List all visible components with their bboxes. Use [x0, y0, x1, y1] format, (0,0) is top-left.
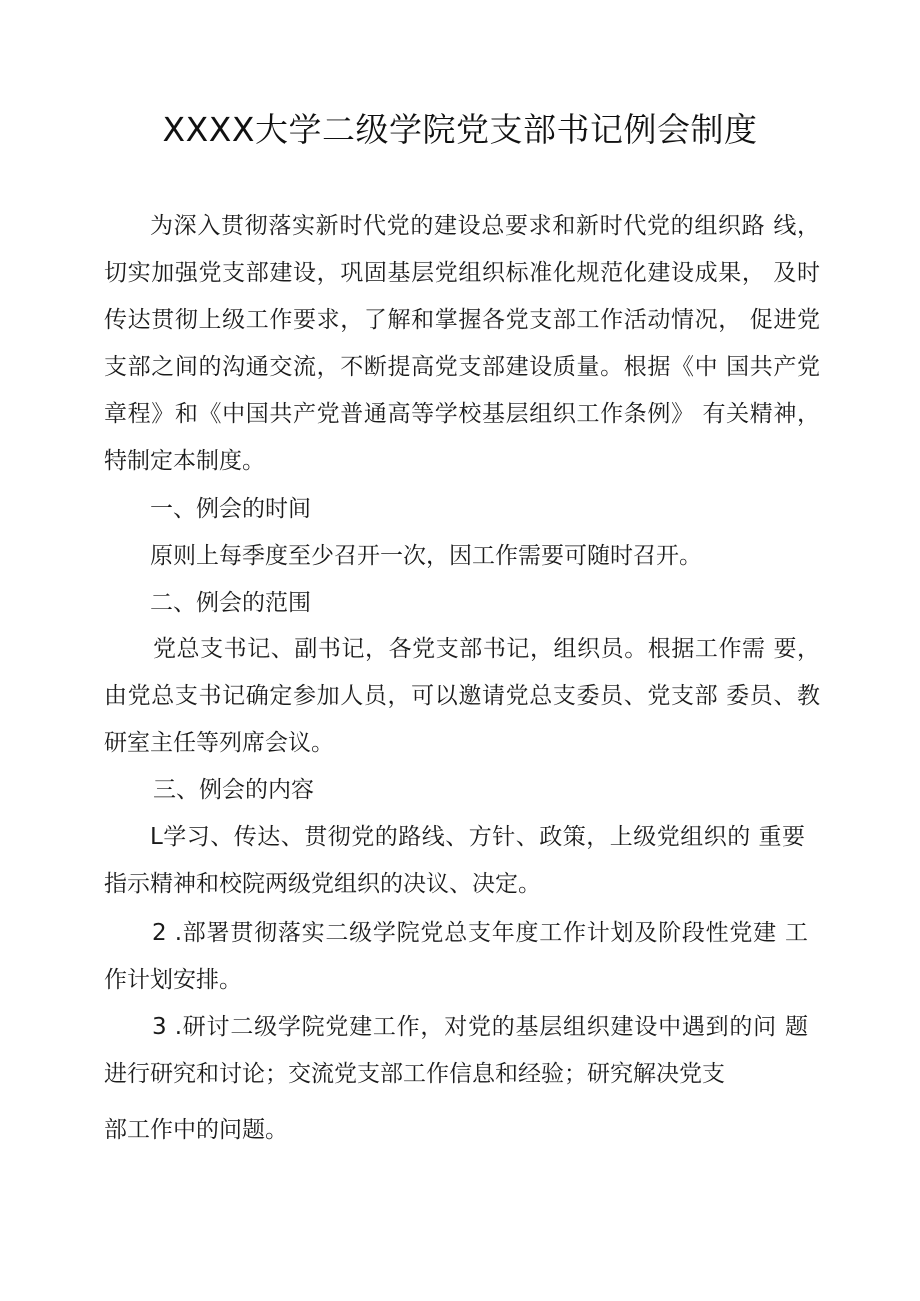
paragraph-line-1: 为深入贯彻落实新时代党的建设总要求和新时代党的组织路 线， [150, 213, 820, 239]
paragraph-line-11: L学习、传达、贯彻党的路线、方针、政策，上级党组织的 重要 [150, 824, 806, 850]
paragraph-line-4: 支部之间的沟通交流，不断提高党支部建设质量。根据《中 国共产党 [104, 354, 820, 380]
paragraph-line-15: 3 .研讨二级学院党建工作，对党的基层组织建设中遇到的问 题 [152, 1014, 808, 1040]
paragraph-line-14: 作计划安排。 [104, 967, 242, 993]
paragraph-line-2: 切实加强党支部建设，巩固基层党组织标准化规范化建设成果， 及时 [104, 260, 820, 286]
document-title: XXXX大学二级学院党支部书记例会制度 [162, 110, 758, 149]
section-heading-content: 三、例会的内容 [153, 777, 314, 803]
paragraph-line-7: 原则上每季度至少召开一次，因工作需要可随时召开。 [150, 543, 702, 569]
paragraph-line-6: 特制定本制度。 [104, 448, 265, 474]
paragraph-line-5: 章程》和《中国共产党普通高等学校基层组织工作条例》 有关精神， [104, 401, 820, 427]
section-heading-time: 一、例会的时间 [150, 496, 311, 522]
paragraph-line-10: 研室主任等列席会议。 [104, 730, 334, 756]
paragraph-line-13: 2 .部署贯彻落实二级学院党总支年度工作计划及阶段性党建 工 [152, 920, 808, 946]
paragraph-line-12: 指示精神和校院两级党组织的决议、决定。 [104, 871, 541, 897]
paragraph-line-3: 传达贯彻上级工作要求，了解和掌握各党支部工作活动情况， 促进党 [104, 307, 820, 333]
section-heading-scope: 二、例会的范围 [150, 590, 311, 616]
paragraph-line-9: 由党总支书记确定参加人员，可以邀请党总支委员、党支部 委员、教 [104, 683, 820, 709]
paragraph-line-16: 进行研究和讨论；交流党支部工作信息和经验；研究解决党支 [104, 1061, 725, 1087]
paragraph-line-17: 部工作中的问题。 [104, 1117, 288, 1143]
paragraph-line-8: 党总支书记、副书记，各党支部书记，组织员。根据工作需 要， [153, 636, 820, 662]
